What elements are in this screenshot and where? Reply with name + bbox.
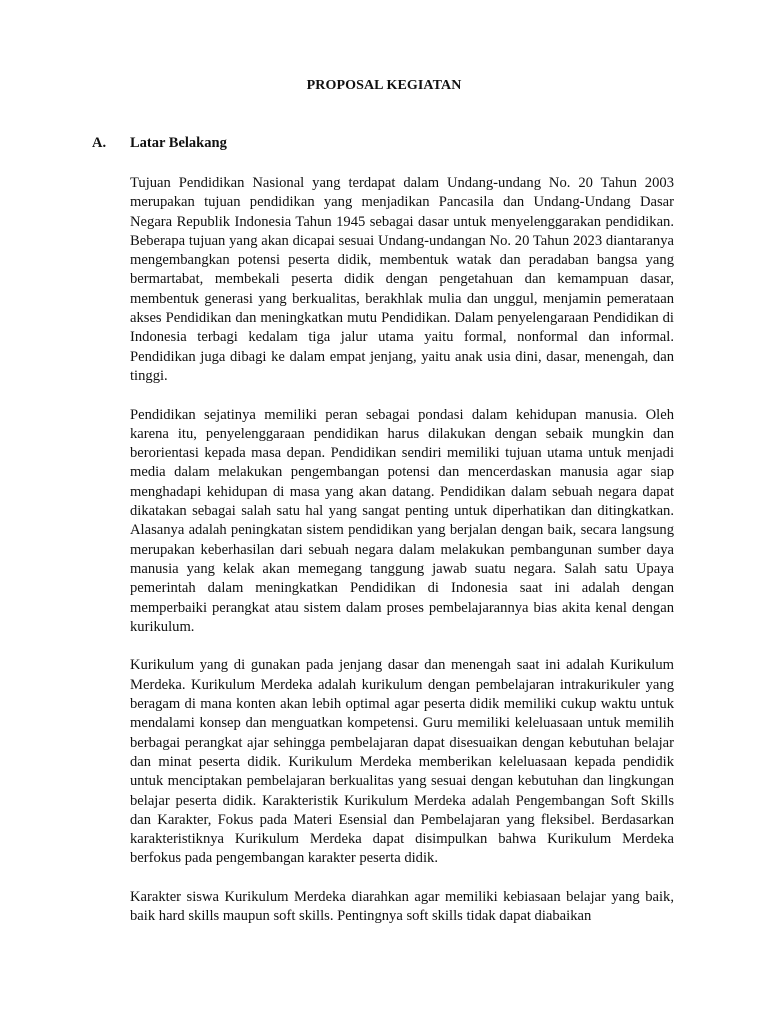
paragraph-1: Tujuan Pendidikan Nasional yang terdapat dalam Undang-undang No. 20 Tahun 2003 merupakan tujuan pendidikan yang menjadikan Pancasila dan Undang-Undang Dasar Negara Republik Indonesia Tahun 1945 sebagai dasar untuk menyelenggarakan pendidikan. Beberapa tujuan yang akan dicapai sesuai Undang-undangan No. 20 Tahun 2023 diantaranya mengembangkan potensi peserta didik, membentuk watak dan peradaban bangsa yang bermartabat, membekali peserta didik dengan pengetahuan dan kemampuan dasar, membentuk generasi yang berkualitas, berakhlak mulia dan unggul, menjamin pemerataan akses Pendidikan dan meningkatkan mutu Pendidikan. Dalam penyelengaraan Pendidikan di Indonesia terbagi kedalam tiga jalur utama yaitu formal, nonformal dan informal. Pendidikan juga dibagi ke dalam empat jenjang, yaitu anak usia dini, dasar, menengah, dan tinggi.	[130, 175, 674, 384]
section-title: Latar Belakang	[130, 135, 227, 151]
paragraph-2: Pendidikan sejatinya memiliki peran sebagai pondasi dalam kehidupan manusia. Oleh karena itu, penyelenggaraan pendidikan harus dilakukan dengan sebaik mungkin dan berorientasi kepada masa depan. Pendidikan sendiri memiliki tujuan utama untuk menjadi media dalam melakukan pengembangan potensi dan mencerdaskan manusia agar siap menghadapi kehidupan di masa yang akan datang. Pendidikan dalam sebuah negara dapat dikatakan sebagai salah satu hal yang sangat penting untuk diperhatikan dan ditingkatkan. Alasanya adalah peningkatan sistem pendidikan yang berjalan dengan baik, secara langsung merupakan keberhasilan dari sebuah negara dalam melakukan pembangunan sumber daya manusia yang kelak akan memegang tanggung jawab suatu negara. Salah satu Upaya pemerintah dalam meningkatkan Pendidikan di Indonesia saat ini adalah dengan memperbaiki perangkat atau sistem dalam proses pembelajarannya bias akita kenal dengan kurikulum.	[130, 406, 674, 635]
paragraph-3: Kurikulum yang di gunakan pada jenjang dasar dan menengah saat ini adalah Kurikulum Merdeka. Kurikulum Merdeka adalah kurikulum dengan pembelajaran intrakurikuler yang beragam di mana konten akan lebih optimal agar peserta didik memiliki cukup waktu untuk mendalami konsep dan menguatkan kompetensi. Guru memiliki keleluasaan untuk memilih berbagai perangkat ajar sehingga pembelajaran dapat disesuaikan dengan kebutuhan belajar dan minat peserta didik. Kurikulum Merdeka memberikan keleluasaan kepada pendidik untuk menciptakan pembelajaran berkualitas yang sesuai dengan kebutuhan dan lingkungan belajar peserta didik. Karakteristik Kurikulum Merdeka adalah Pengembangan Soft Skills dan Karakter, Fokus pada Materi Esensial dan Pembelajaran yang fleksibel. Berdasarkan karakteristiknya Kurikulum Merdeka dapat disimpulkan bahwa Kurikulum Merdeka berfokus pada pengembangan karakter peserta didik.	[130, 657, 674, 867]
document-title: PROPOSAL KEGIATAN	[306, 78, 462, 93]
section-body	[130, 174, 674, 946]
paragraph-4: Karakter siswa Kurikulum Merdeka diarahkan agar memiliki kebiasaan belajar yang baik, baik hard skills maupun soft skills. Pentingnya soft skills tidak dapat diabaikan	[130, 888, 674, 925]
section-letter: A.	[92, 135, 107, 151]
